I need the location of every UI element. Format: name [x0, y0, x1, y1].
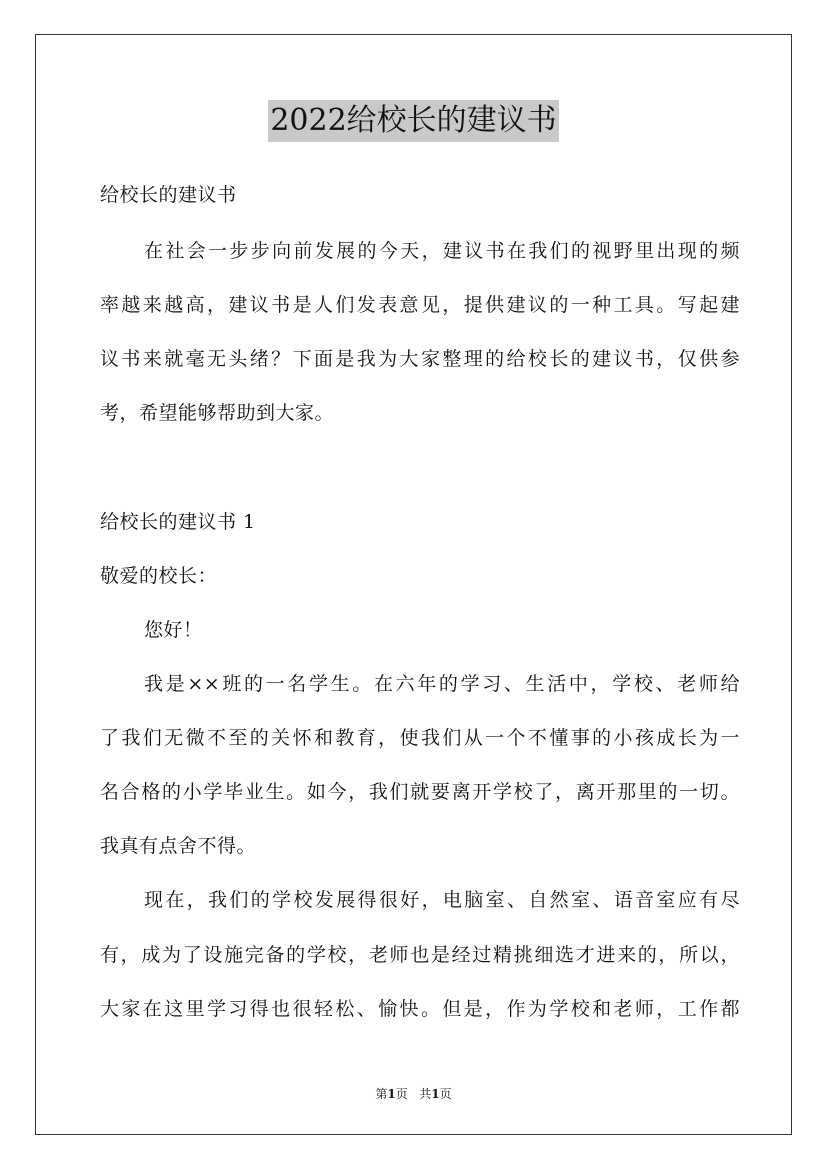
- section-heading: 给校长的建议书 1: [100, 511, 256, 533]
- paragraph-line: 在社会一步步向前发展的今天，建议书在我们的视野里出现的频: [144, 240, 740, 262]
- paragraph-line: 有，成为了设施完备的学校，老师也是经过精挑细选才进来的，所以，: [100, 944, 740, 966]
- salutation: 敬爱的校长：: [100, 565, 218, 587]
- paragraph-line: 大家在这里学习得也很轻松、愉快。但是，作为学校和老师，工作都: [100, 998, 740, 1020]
- title-container: [0, 100, 827, 142]
- total-suffix: 页: [439, 1087, 452, 1101]
- paragraph-line: 议书来就毫无头绪？下面是我为大家整理的给校长的建议书，仅供参: [100, 348, 740, 370]
- page-footer: [0, 1085, 827, 1102]
- total-prefix: 共: [419, 1087, 432, 1101]
- page-number: 1: [387, 1087, 396, 1101]
- total-pages: 1: [431, 1087, 440, 1101]
- paragraph-line: 名合格的小学毕业生。如今，我们就要离开学校了，离开那里的一切。: [100, 781, 740, 803]
- page-prefix: 第: [375, 1087, 388, 1101]
- paragraph-line: 考，希望能够帮助到大家。: [100, 402, 335, 424]
- section-heading: 给校长的建议书: [100, 184, 237, 206]
- paragraph-line: 我真有点舍不得。: [100, 835, 257, 857]
- greeting: 您好！: [144, 619, 203, 641]
- document-title: 2022给校长的建议书: [268, 100, 558, 142]
- paragraph-line: 我是××班的一名学生。在六年的学习、生活中，学校、老师给: [144, 673, 740, 695]
- paragraph-line: 率越来越高，建议书是人们发表意见，提供建议的一种工具。写起建: [100, 294, 740, 316]
- paragraph-line: 现在，我们的学校发展得很好，电脑室、自然室、语音室应有尽: [144, 889, 740, 911]
- paragraph-line: 了我们无微不至的关怀和教育，使我们从一个不懂事的小孩成长为一: [100, 727, 740, 749]
- page-suffix: 页: [395, 1087, 408, 1101]
